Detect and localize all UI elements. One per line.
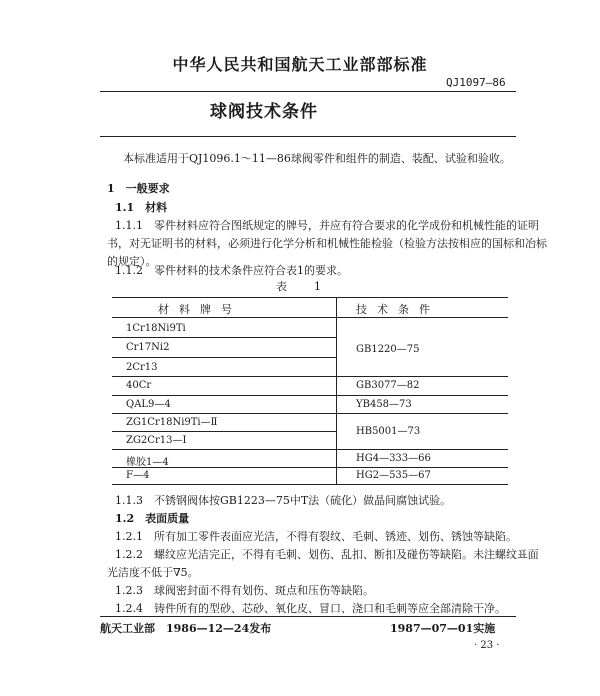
issuer-date: 航天工业部 1986—12—24发布 [100, 622, 272, 635]
table-cell-spec: HG2—535—67 [356, 470, 431, 481]
table-cell-material: Cr17Ni2 [126, 342, 170, 353]
table-row-border [112, 467, 508, 468]
table-row-border [112, 431, 336, 432]
section-1-2-2-line-1: 1.2.2 螺纹应光洁完正，不得有毛刺、划伤、乱扣、断扣及碰伤等缺陷。未注螺纹표面 [115, 548, 539, 561]
table-cell-spec: HB5001—73 [356, 426, 421, 437]
section-1-1-title: 1.1 材料 [115, 201, 168, 214]
section-1-1-1-line-1: 1.1.1 零件材料应符合图纸规定的牌号，并应有符合要求的化学成份和机械性能的证明 [115, 219, 539, 232]
table-header-border [112, 317, 508, 318]
standard-number: QJ1097—86 [446, 76, 506, 89]
section-1-1-3: 1.1.3 不锈钢阀体按GB1223—75中T法（硫化）做晶间腐蚀试验。 [115, 494, 452, 507]
table-cell-material: 1Cr18Ni9Ti [126, 323, 186, 334]
table-column-divider [336, 297, 337, 485]
table-cell-material: F—4 [126, 470, 150, 481]
effective-date: 1987—07—01实施 [390, 622, 496, 635]
scope-paragraph: 本标准适用于QJ1096.1～11—86球阀零件和组件的制造、装配、试验和验收。 [123, 152, 511, 165]
table-row-border [112, 376, 508, 377]
table-header-material: 材料牌号 [158, 303, 242, 316]
section-1-2-title: 1.2 表面质量 [115, 512, 190, 525]
section-1-2-2-line-2: 光洁度不低于∇5。 [107, 566, 199, 579]
table-caption: 表 1 [276, 280, 329, 293]
table-row-border [112, 337, 336, 338]
footer-divider [100, 616, 516, 617]
section-1-title: 1 一般要求 [107, 182, 170, 195]
table-cell-material: ZG2Cr13—Ⅰ [126, 435, 187, 446]
section-1-1-1-line-3: 的规定）。 [107, 255, 157, 268]
table-cell-material: QAL9—4 [126, 399, 171, 410]
page-number: · 23 · [474, 640, 500, 651]
table-row-border [112, 395, 508, 396]
section-1-1-1-line-2: 书，对无证明书的材料，必须进行化学分析和机械性能检验（检验方法按相应的国标和冶标 [107, 237, 547, 250]
table-cell-material: 橡胶1—4 [126, 457, 169, 468]
table-row-border [112, 413, 508, 414]
organization-standard-header: 中华人民共和国航天工业部部标准 [172, 55, 428, 74]
section-1-2-1: 1.2.1 所有加工零件表面应光洁，不得有裂纹、毛刺、锈迹、划伤、锈蚀等缺陷。 [115, 530, 517, 543]
section-1-2-4: 1.2.4 铸件所有的型砂、芯砂、氧化皮、冒口、浇口和毛刺等应全部清除干净。 [115, 602, 506, 615]
table-bottom-border [112, 484, 508, 485]
table-row-border [112, 449, 508, 450]
table-cell-material: 2Cr13 [126, 362, 158, 373]
table-cell-material: ZG1Cr18Ni9Ti—Ⅱ [126, 417, 218, 428]
table-row-border [112, 357, 336, 358]
document-title: 球阀技术条件 [210, 102, 318, 122]
table-cell-spec: GB3077—82 [356, 380, 420, 391]
header-divider [100, 91, 516, 92]
section-1-2-3: 1.2.3 球阀密封面不得有划伤、斑点和压伤等缺陷。 [115, 584, 374, 597]
section-1-1-2: 1.1.2 零件材料的技术条件应符合表1的要求。 [115, 264, 348, 277]
table-cell-material: 40Cr [126, 380, 152, 391]
table-cell-spec: HG4—333—66 [356, 453, 431, 464]
table-cell-spec: GB1220—75 [356, 344, 420, 355]
table-cell-spec: YB458—73 [356, 399, 412, 410]
material-spec-table [112, 297, 508, 485]
title-divider [100, 136, 516, 137]
table-top-border [112, 297, 508, 298]
table-header-spec: 技术条件 [356, 303, 440, 316]
